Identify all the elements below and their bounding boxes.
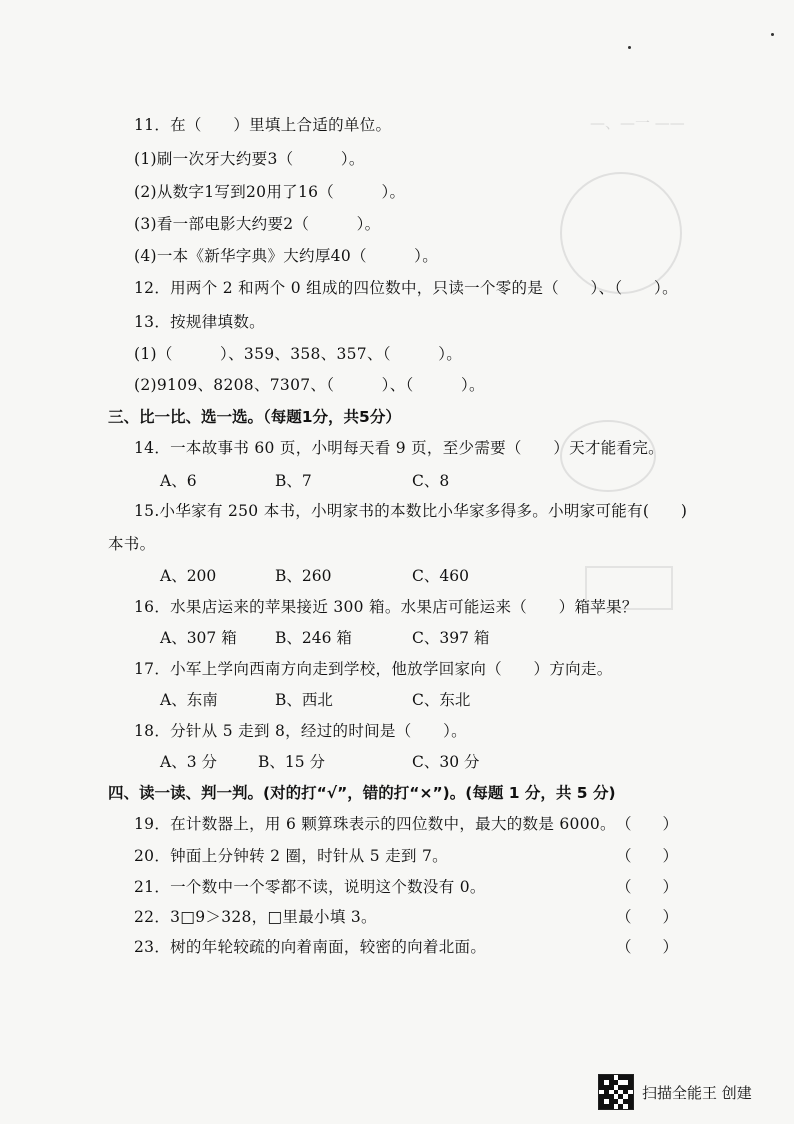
q11-stem: 11．在（ ）里填上合适的单位。 [134, 116, 392, 134]
watermark-label: 扫描全能王 创建 [642, 1083, 752, 1102]
bleed-through-text: —、—一 —— [590, 114, 685, 132]
q11-item-4: (4)一本《新华字典》大约厚40（ ）。 [134, 247, 439, 265]
q13-item-2: (2)9109、8208、7307、（ ）、（ ）。 [134, 376, 485, 394]
q14-stem: 14．一本故事书 60 页，小明每天看 9 页，至少需要（ ）天才能看完。 [134, 439, 664, 457]
q12: 12．用两个 2 和两个 0 组成的四位数中，只读一个零的是（ ）、（ ）。 [134, 279, 678, 297]
q14-option-a: A、6 [160, 472, 197, 490]
q13-item-1: (1)（ ）、359、358、357、（ ）。 [134, 345, 463, 363]
q16-option-b: B、246 箱 [275, 629, 352, 647]
q20-answer-paren[interactable]: （ ） [616, 847, 679, 865]
section-3-title: 三、比一比、选一选。（每题1分，共5分） [108, 408, 401, 426]
q23-answer-paren[interactable]: （ ） [616, 938, 679, 956]
qr-code-icon [598, 1074, 634, 1110]
q16-option-c: C、397 箱 [412, 629, 490, 647]
q11-item-3: (3)看一部电影大约要2（ ）。 [134, 215, 381, 233]
q17-option-c: C、东北 [412, 691, 471, 709]
speck [628, 46, 631, 49]
q15-option-c: C、460 [412, 567, 469, 585]
q18-stem: 18．分针从 5 走到 8，经过的时间是（ ）。 [134, 722, 467, 740]
q18-option-c: C、30 分 [412, 753, 480, 771]
q22-answer-paren[interactable]: （ ） [616, 908, 679, 926]
q22-statement: 22．3□9＞328，□里最小填 3。 [134, 908, 377, 926]
q15-option-a: A、200 [160, 567, 217, 585]
q18-option-a: A、3 分 [160, 753, 217, 771]
q11-item-2: (2)从数字1写到20用了16（ ）。 [134, 183, 406, 201]
q20-statement: 20．钟面上分钟转 2 圈，时针从 5 走到 7。 [134, 847, 448, 865]
q14-option-b: B、7 [275, 472, 312, 490]
q16-stem: 16．水果店运来的苹果接近 300 箱。水果店可能运来（ ）箱苹果？ [134, 598, 638, 616]
q15-stem: 15.小华家有 250 本书，小明家书的本数比小华家多得多。小明家可能有( ) [134, 502, 688, 520]
q19-answer-paren[interactable]: （ ） [616, 815, 679, 833]
q17-option-a: A、东南 [160, 691, 218, 709]
q15-option-b: B、260 [275, 567, 332, 585]
q21-answer-paren[interactable]: （ ） [616, 878, 679, 896]
scanner-watermark [598, 1073, 778, 1111]
q17-option-b: B、西北 [275, 691, 333, 709]
q14-option-c: C、8 [412, 472, 450, 490]
speck [771, 33, 774, 36]
q17-stem: 17．小军上学向西南方向走到学校，他放学回家向（ ）方向走。 [134, 660, 613, 678]
q16-option-a: A、307 箱 [160, 629, 237, 647]
q23-statement: 23．树的年轮较疏的向着南面，较密的向着北面。 [134, 938, 487, 956]
q15-stem-continued: 本书。 [108, 535, 156, 553]
q21-statement: 21．一个数中一个零都不读，说明这个数没有 0。 [134, 878, 486, 896]
q11-item-1: (1)刷一次牙大约要3（ ）。 [134, 150, 365, 168]
section-4-title: 四、读一读、判一判。(对的打“√”，错的打“×”)。(每题 1 分，共 5 分) [108, 784, 616, 802]
q18-option-b: B、15 分 [258, 753, 326, 771]
q13-stem: 13．按规律填数。 [134, 313, 265, 331]
q19-statement: 19．在计数器上，用 6 颗算珠表示的四位数中，最大的数是 6000。 [134, 815, 616, 833]
